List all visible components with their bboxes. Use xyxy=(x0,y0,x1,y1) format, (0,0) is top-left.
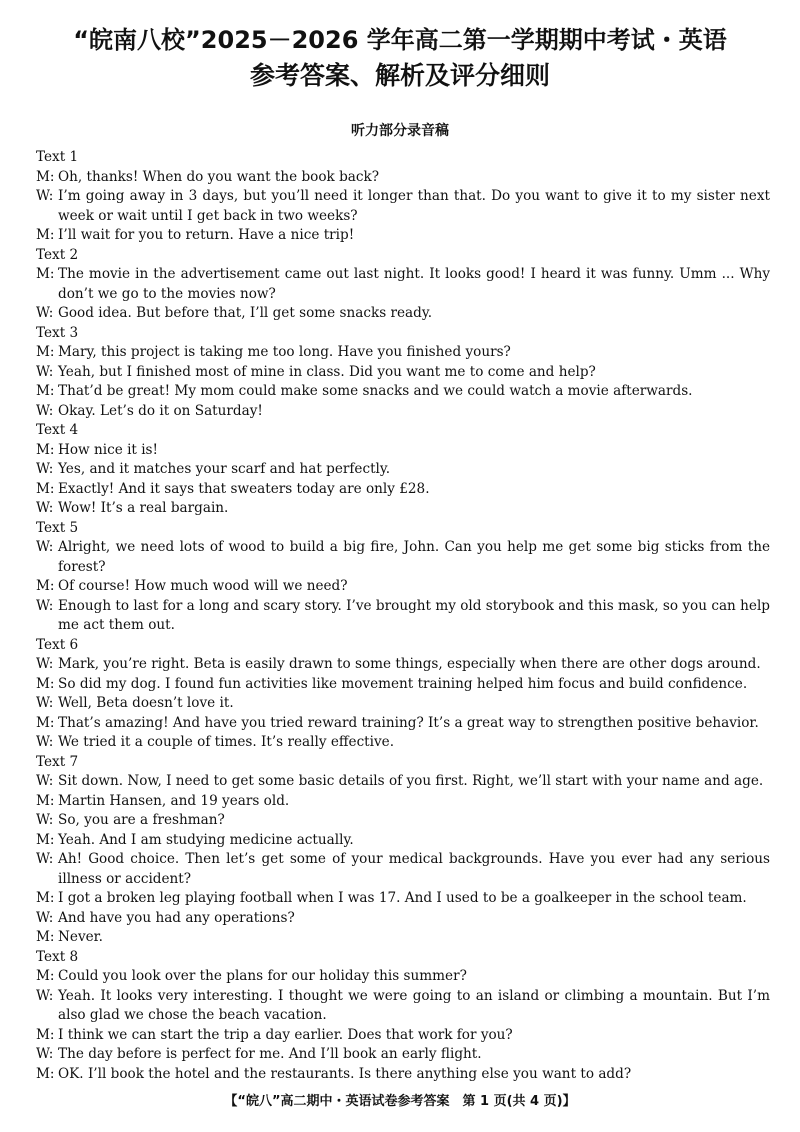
speaker-label: M: xyxy=(36,968,55,984)
text-label: Text 4 xyxy=(36,422,79,438)
dialogue-line xyxy=(36,304,770,324)
speaker-label: M: xyxy=(36,831,55,848)
text-block xyxy=(36,948,770,1085)
dialogue-line xyxy=(36,714,770,734)
speaker-label: M: xyxy=(36,227,55,243)
speaker-label: M: xyxy=(36,675,55,692)
dialogue-line xyxy=(36,967,770,987)
dialogue-line xyxy=(36,850,770,889)
text-label: Text 1 xyxy=(36,149,79,165)
speaker-label: M: xyxy=(36,1065,55,1082)
utterance-text: So, you are a freshman? xyxy=(58,812,225,828)
speaker-label: M: xyxy=(36,929,55,945)
utterance-text: Of course! How much wood will we need? xyxy=(58,578,348,594)
listening-transcript xyxy=(36,148,770,1084)
dialogue-line xyxy=(36,733,770,753)
utterance-text: Yeah. And I am studying medicine actually. xyxy=(58,831,354,848)
dialogue-line xyxy=(36,655,770,675)
document-title: “皖南八校”2025－2026 学年高二第一学期期中考试・英语 xyxy=(73,26,727,54)
speaker-label: W: xyxy=(36,305,54,321)
text-block xyxy=(36,519,770,636)
utterance-text: Exactly! And it says that sweaters today are only £28. xyxy=(58,480,430,497)
speaker-label: W: xyxy=(36,909,54,926)
dialogue-line xyxy=(36,480,770,500)
speaker-label: W: xyxy=(36,597,54,614)
speaker-label: W: xyxy=(36,363,54,380)
utterance-text: Ah! Good choice. Then let’s get some of your medical backgrounds. Have you ever had any serious illness or accident? xyxy=(58,851,770,887)
text-label: Text 7 xyxy=(36,753,79,770)
utterance-text: The movie in the advertisement came out last night. It looks good! I heard it was funny. Umm ... Why don’t we go to the movies now? xyxy=(58,266,770,302)
dialogue-line xyxy=(36,1045,770,1065)
utterance-text: Yeah. It looks very interesting. I thought we were going to an island or climbing a mountain. But I’m also glad we chose the beach vacation. xyxy=(58,987,770,1023)
utterance-text: The day before is perfect for me. And I’ll book an early flight. xyxy=(58,1046,482,1062)
speaker-label: W: xyxy=(36,851,54,867)
text-label: Text 2 xyxy=(36,246,79,263)
speaker-label: M: xyxy=(36,792,55,809)
dialogue-line xyxy=(36,363,770,383)
dialogue-line xyxy=(36,928,770,948)
speaker-label: M: xyxy=(36,441,55,458)
speaker-label: M: xyxy=(36,266,55,282)
dialogue-line xyxy=(36,1026,770,1046)
dialogue-line xyxy=(36,675,770,695)
speaker-label: M: xyxy=(36,383,55,399)
dialogue-line xyxy=(36,460,770,480)
utterance-text: I got a broken leg playing football when I was 17. And I used to be a goalkeeper in the school team. xyxy=(58,890,747,906)
dialogue-line xyxy=(36,792,770,812)
utterance-text: Well, Beta doesn’t love it. xyxy=(58,695,234,711)
dialogue-line xyxy=(36,538,770,577)
section-title: 听力部分录音稿 xyxy=(351,123,449,139)
text-block xyxy=(36,421,770,519)
utterance-text: I think we can start the trip a day earlier. Does that work for you? xyxy=(58,1026,513,1043)
utterance-text: Enough to last for a long and scary story. I’ve brought my old storybook and this mask, so you can help me act them out. xyxy=(58,597,770,633)
speaker-label: W: xyxy=(36,500,54,516)
text-label: Text 3 xyxy=(36,324,79,341)
speaker-label: W: xyxy=(36,461,54,477)
dialogue-line xyxy=(36,1065,770,1085)
speaker-label: W: xyxy=(36,812,54,828)
dialogue-line xyxy=(36,441,770,461)
speaker-label: W: xyxy=(36,734,54,750)
dialogue-line xyxy=(36,226,770,246)
speaker-label: W: xyxy=(36,695,54,711)
dialogue-line xyxy=(36,499,770,519)
utterance-text: Could you look over the plans for our holiday this summer? xyxy=(58,968,467,984)
dialogue-line xyxy=(36,382,770,402)
dialogue-line xyxy=(36,597,770,636)
utterance-text: I’m going away in 3 days, but you’ll need it longer than that. Do you want to give it to my sister next week or wait until I get back in two weeks? xyxy=(58,188,770,224)
speaker-label: W: xyxy=(36,188,54,204)
utterance-text: So did my dog. I found fun activities like movement training helped him focus and build confidence. xyxy=(58,675,748,692)
speaker-label: W: xyxy=(36,1046,54,1062)
utterance-text: That’s amazing! And have you tried reward training? It’s a great way to strengthen positive behavior. xyxy=(58,714,759,731)
page-footer: 【“皖八”高二期中・英语试卷参考答案 第 1 页(共 4 页)】 xyxy=(224,1094,576,1109)
speaker-label: W: xyxy=(36,773,54,789)
dialogue-line xyxy=(36,694,770,714)
speaker-label: W: xyxy=(36,987,54,1004)
utterance-text: Mark, you’re right. Beta is easily drawn to some things, especially when there are other dogs around. xyxy=(58,656,761,672)
utterance-text: I’ll wait for you to return. Have a nice trip! xyxy=(58,227,355,243)
dialogue-line xyxy=(36,265,770,304)
utterance-text: Wow! It’s a real bargain. xyxy=(58,500,229,516)
utterance-text: We tried it a couple of times. It’s really effective. xyxy=(58,734,395,750)
utterance-text: Good idea. But before that, I’ll get some snacks ready. xyxy=(58,305,433,321)
utterance-text: And have you had any operations? xyxy=(58,909,295,926)
text-block xyxy=(36,636,770,753)
utterance-text: Sit down. Now, I need to get some basic details of you first. Right, we’ll start with your name and age. xyxy=(58,773,764,789)
utterance-text: Never. xyxy=(58,929,103,945)
speaker-label: M: xyxy=(36,890,55,906)
dialogue-line xyxy=(36,909,770,929)
dialogue-line xyxy=(36,187,770,226)
utterance-text: Okay. Let’s do it on Saturday! xyxy=(58,402,263,419)
text-label: Text 8 xyxy=(36,948,79,965)
utterance-text: How nice it is! xyxy=(58,441,158,458)
speaker-label: M: xyxy=(36,168,55,185)
utterance-text: Yes, and it matches your scarf and hat perfectly. xyxy=(58,461,391,477)
dialogue-line xyxy=(36,343,770,363)
speaker-label: M: xyxy=(36,1026,55,1043)
dialogue-line xyxy=(36,987,770,1026)
utterance-text: OK. I’ll book the hotel and the restaurants. Is there anything else you want to add? xyxy=(58,1065,632,1082)
utterance-text: Alright, we need lots of wood to build a big fire, John. Can you help me get some big sticks from the forest? xyxy=(58,539,770,575)
dialogue-line xyxy=(36,168,770,188)
text-block xyxy=(36,148,770,246)
dialogue-line xyxy=(36,772,770,792)
utterance-text: Yeah, but I finished most of mine in class. Did you want me to come and help? xyxy=(58,363,596,380)
speaker-label: W: xyxy=(36,656,54,672)
speaker-label: M: xyxy=(36,578,55,594)
utterance-text: Oh, thanks! When do you want the book back? xyxy=(58,168,380,185)
text-label: Text 5 xyxy=(36,519,79,536)
speaker-label: W: xyxy=(36,402,54,419)
utterance-text: That’d be great! My mom could make some snacks and we could watch a movie afterwards. xyxy=(58,383,693,399)
utterance-text: Martin Hansen, and 19 years old. xyxy=(58,792,290,809)
dialogue-line xyxy=(36,402,770,422)
speaker-label: M: xyxy=(36,344,55,360)
text-block xyxy=(36,753,770,948)
speaker-label: W: xyxy=(36,539,54,555)
text-block xyxy=(36,246,770,324)
dialogue-line xyxy=(36,811,770,831)
text-label: Text 6 xyxy=(36,636,79,653)
document-subtitle: 参考答案、解析及评分细则 xyxy=(249,61,550,90)
dialogue-line xyxy=(36,831,770,851)
dialogue-line xyxy=(36,889,770,909)
text-block xyxy=(36,324,770,422)
utterance-text: Mary, this project is taking me too long. Have you finished yours? xyxy=(58,344,511,360)
dialogue-line xyxy=(36,577,770,597)
speaker-label: M: xyxy=(36,480,55,497)
speaker-label: M: xyxy=(36,714,55,731)
